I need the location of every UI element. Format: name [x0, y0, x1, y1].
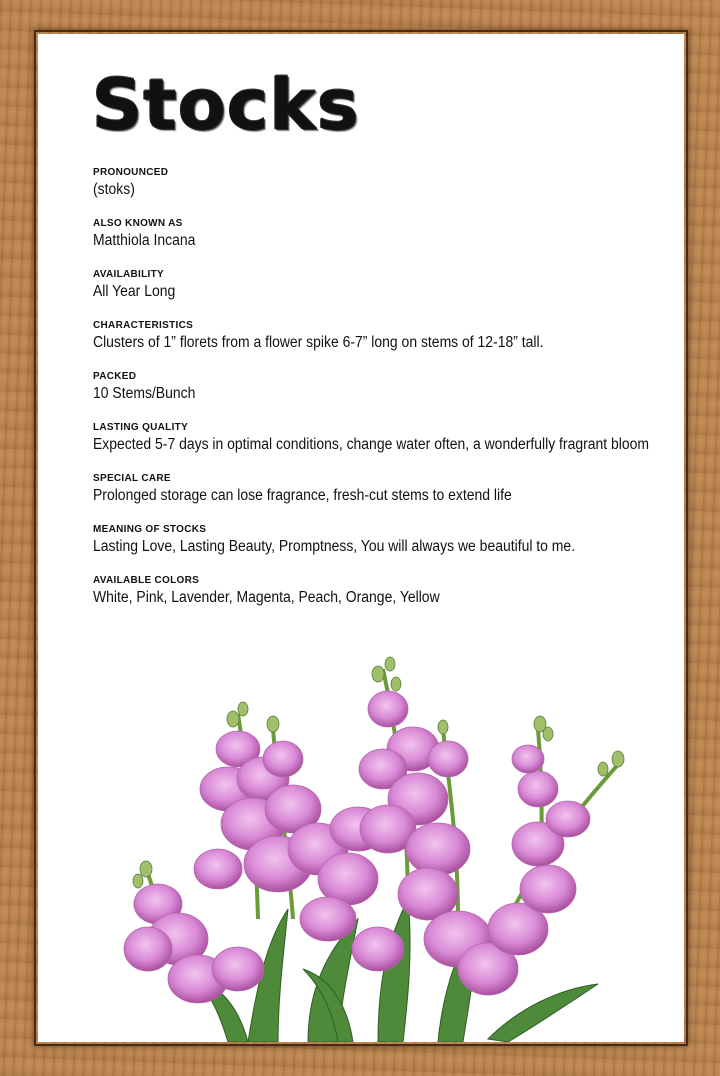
page-title: Stocks: [92, 64, 360, 146]
field-pronounced: [93, 167, 673, 218]
field-label: ALSO KNOWN AS: [93, 218, 183, 229]
field-value: Prolonged storage can lose fragrance, fresh-cut stems to extend life: [93, 487, 512, 504]
field-value: Clusters of 1” florets from a flower spike 6-7” long on stems of 12-18” tall.: [93, 334, 544, 351]
field-label: SPECIAL CARE: [93, 473, 171, 484]
field-value: (stoks): [93, 181, 135, 198]
field-also-known-as: [93, 218, 673, 269]
details-list: [93, 167, 673, 626]
field-label: LASTING QUALITY: [93, 422, 189, 433]
field-availability: [93, 269, 673, 320]
field-value: Matthiola Incana: [93, 232, 196, 249]
field-label: MEANING OF STOCKS: [93, 524, 207, 535]
field-value: White, Pink, Lavender, Magenta, Peach, Orange, Yellow: [93, 589, 440, 606]
field-lasting-quality: [93, 422, 673, 473]
field-value: 10 Stems/Bunch: [93, 385, 196, 402]
field-label: PACKED: [93, 371, 137, 382]
field-label: CHARACTERISTICS: [93, 320, 194, 331]
field-special-care: [93, 473, 673, 524]
stock-flowers-photo: [78, 619, 638, 1042]
field-value: All Year Long: [93, 283, 176, 300]
field-characteristics: [93, 320, 673, 371]
field-packed: [93, 371, 673, 422]
info-card: [38, 34, 684, 1042]
field-label: PRONOUNCED: [93, 167, 169, 178]
field-label: AVAILABLE COLORS: [93, 575, 200, 586]
field-value: Expected 5-7 days in optimal conditions, change water often, a wonderfully fragrant bloom: [93, 436, 650, 453]
field-label: AVAILABILITY: [93, 269, 165, 280]
field-value: Lasting Love, Lasting Beauty, Promptness, You will always we beautiful to me.: [93, 538, 576, 555]
field-meaning: [93, 524, 673, 575]
